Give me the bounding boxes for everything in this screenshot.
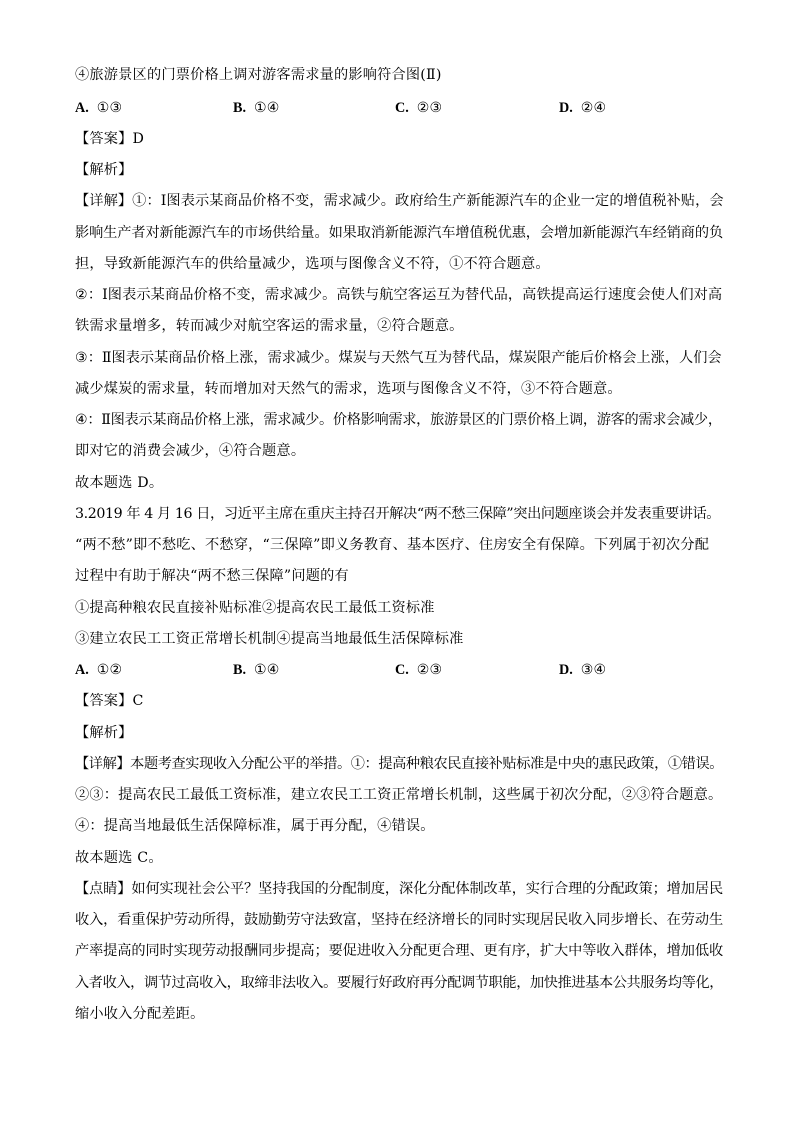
q3-option-d: D. ③④ bbox=[559, 662, 607, 678]
q2-detail-line: 减少煤炭的需求量，转而增加对天然气的需求，选项与图像含义不符，③不符合题意。 bbox=[75, 381, 622, 397]
q2-option-c: C. ②③ bbox=[395, 100, 443, 116]
q2-detail-line: ③：Ⅱ图表示某商品价格上涨，需求减少。煤炭与天然气互为替代品，煤炭限产能后价格会上涨，人们会 bbox=[75, 350, 722, 366]
q2-detail-line: 影响生产者对新能源汽车的市场供给量。如果取消新能源汽车增值税优惠，会增加新能源汽车经销商的负 bbox=[75, 225, 724, 241]
q2-statement-4: ④旅游景区的门票价格上调对游客需求量的影响符合图(Ⅱ) bbox=[75, 67, 442, 83]
q2-option-a: A. ①③ bbox=[75, 100, 123, 116]
q3-detail-line: ②③：提高农民工最低工资标准，建立农民工工资正常增长机制，这些属于初次分配，②③符合题意。 bbox=[75, 787, 723, 803]
q3-statements-3-4: ③建立农民工工资正常增长机制④提高当地最低生活保障标准 bbox=[75, 631, 464, 647]
q2-detail-line: ②：Ⅰ图表示某商品价格不变，需求减少。高铁与航空客运互为替代品，高铁提高运行速度会使人们对高 bbox=[75, 287, 723, 303]
q3-option-a: A. ①② bbox=[75, 662, 123, 678]
q3-tip-line: 缩小收入分配差距。 bbox=[75, 1006, 205, 1022]
q3-answer: 【答案】C bbox=[75, 693, 144, 709]
q3-detail-line: ④：提高当地最低生活保障标准，属于再分配，④错误。 bbox=[75, 818, 435, 834]
q2-detail-line: 铁需求量增多，转而减少对航空客运的需求量，②符合题意。 bbox=[75, 318, 464, 334]
q3-tip-line: 产率提高的同时实现劳动报酬同步提高；要促进收入分配更合理、更有序，扩大中等收入群体，增加低收 bbox=[75, 943, 724, 959]
q3-option-b: B. ①④ bbox=[233, 662, 280, 678]
q2-detail-line: ④：Ⅱ图表示某商品价格上涨，需求减少。价格影响需求，旅游景区的门票价格上调，游客的需求会减少， bbox=[75, 412, 722, 428]
q3-tip-line: 收入，看重保护劳动所得，鼓励勤劳守法致富，坚持在经济增长的同时实现居民收入同步增长、在劳动生 bbox=[75, 912, 724, 928]
q3-detail-line: 【详解】本题考查实现收入分配公平的举措。①：提高种粮农民直接补贴标准是中央的惠民政策，①错误。 bbox=[75, 756, 724, 772]
q3-options bbox=[75, 659, 725, 681]
q3-stem-line: 过程中有助于解决“两不愁三保障”问题的有 bbox=[75, 568, 349, 584]
q3-analysis-heading: 【解析】 bbox=[75, 725, 133, 741]
q3-tip-line: 入者收入，调节过高收入，取缔非法收入。要履行好政府再分配调节职能，加快推进基本公共服务均等化， bbox=[75, 975, 724, 991]
q2-detail-line: 【详解】①：Ⅰ图表示某商品价格不变，需求减少。政府给生产新能源汽车的企业一定的增值税补贴，会 bbox=[75, 193, 724, 209]
q2-options bbox=[75, 97, 725, 119]
q2-option-d: D. ②④ bbox=[559, 100, 607, 116]
q3-statements-1-2: ①提高种粮农民直接补贴标准②提高农民工最低工资标准 bbox=[75, 600, 435, 616]
q3-tip-line: 【点睛】如何实现社会公平？坚持我国的分配制度，深化分配体制改革，实行合理的分配政策；增加居民 bbox=[75, 881, 724, 897]
q2-option-b: B. ①④ bbox=[233, 100, 280, 116]
q3-stem-line: “两不愁”即不愁吃、不愁穿，“三保障”即义务教育、基本医疗、住房安全有保障。下列属于初次分配 bbox=[75, 537, 710, 553]
q2-analysis-heading: 【解析】 bbox=[75, 162, 133, 178]
q2-detail-line: 担，导致新能源汽车的供给量减少，选项与图像含义不符，①不符合题意。 bbox=[75, 256, 550, 272]
q3-stem-line: 3.2019 年 4 月 16 日，习近平主席在重庆主持召开解决“两不愁三保障”突出问题座谈会并发表重要讲话。 bbox=[75, 506, 721, 522]
q3-option-c: C. ②③ bbox=[395, 662, 443, 678]
q2-answer: 【答案】D bbox=[75, 131, 145, 147]
q2-conclusion: 故本题选 D。 bbox=[75, 475, 164, 491]
q3-conclusion: 故本题选 C。 bbox=[75, 850, 163, 866]
q2-detail-line: 即对它的消费会减少，④符合题意。 bbox=[75, 443, 306, 459]
